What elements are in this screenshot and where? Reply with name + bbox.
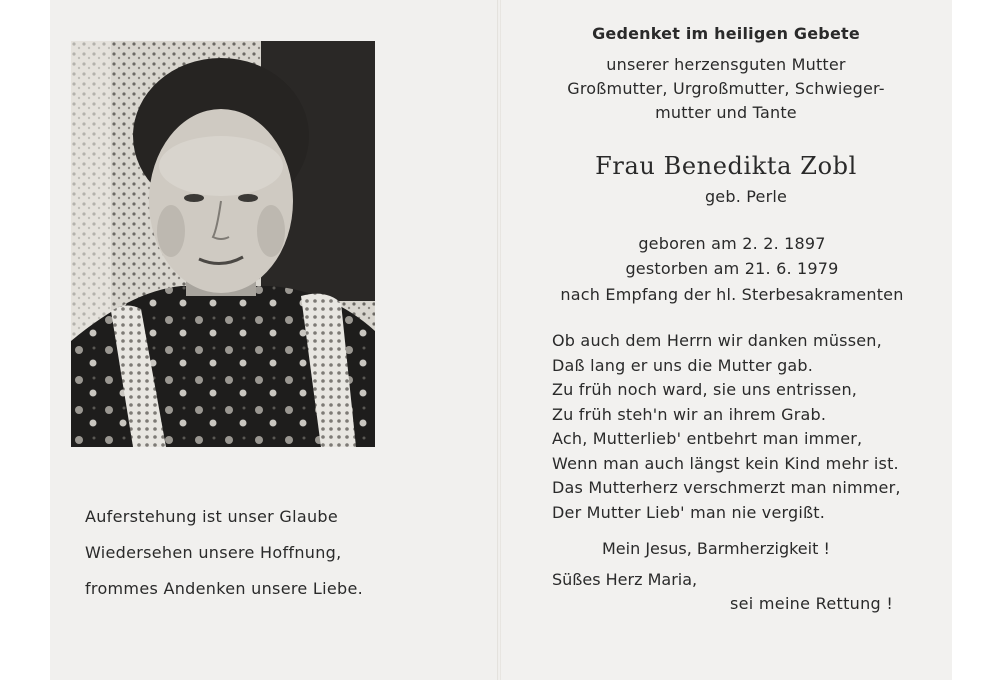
right-text-area bbox=[500, 0, 952, 680]
motto-line: Auferstehung ist unser Glaube bbox=[85, 507, 339, 526]
heading: Gedenket im heiligen Gebete bbox=[592, 24, 860, 43]
sacraments-line: nach Empfang der hl. Sterbesakramenten bbox=[560, 285, 904, 304]
maiden-name: geb. Perle bbox=[704, 187, 788, 206]
poem-line: Zu früh noch ward, sie uns entrissen, bbox=[552, 380, 858, 399]
prayer-line: sei meine Rettung ! bbox=[730, 594, 894, 613]
dedication-line: Großmutter, Urgroßmutter, Schwieger- bbox=[567, 79, 885, 98]
poem-line: Der Mutter Lieb' man nie vergißt. bbox=[552, 502, 826, 522]
poem-line: Ach, Mutterlieb' entbehrt man immer, bbox=[552, 429, 863, 448]
prayer-line: Süßes Herz Maria, bbox=[552, 570, 698, 589]
poem-line: Zu früh steh'n wir an ihrem Grab. bbox=[552, 404, 827, 424]
poem-line: Wenn man auch längst kein Kind mehr ist. bbox=[552, 453, 899, 473]
poem-line: Ob auch dem Herrn wir danken müssen, bbox=[552, 331, 882, 350]
poem bbox=[552, 331, 901, 527]
motto-line: frommes Andenken unsere Liebe. bbox=[85, 579, 363, 598]
prayer-line: Mein Jesus, Barmherzigkeit ! bbox=[602, 539, 830, 558]
poem-line: Das Mutterherz verschmerzt man nimmer, bbox=[552, 478, 901, 497]
dedication-line: unserer herzensguten Mutter bbox=[606, 55, 846, 74]
motto-line: Wiedersehen unsere Hoffnung, bbox=[85, 543, 342, 562]
motto-block bbox=[85, 507, 385, 615]
birth-date: geboren am 2. 2. 1897 bbox=[638, 234, 826, 253]
death-date: gestorben am 21. 6. 1979 bbox=[625, 259, 839, 278]
poem-line: Daß lang er uns die Mutter gab. bbox=[552, 355, 814, 375]
deceased-name: Frau Benedikta Zobl bbox=[595, 152, 857, 180]
portrait-photo bbox=[71, 41, 375, 447]
dedication-line: mutter und Tante bbox=[655, 103, 797, 122]
